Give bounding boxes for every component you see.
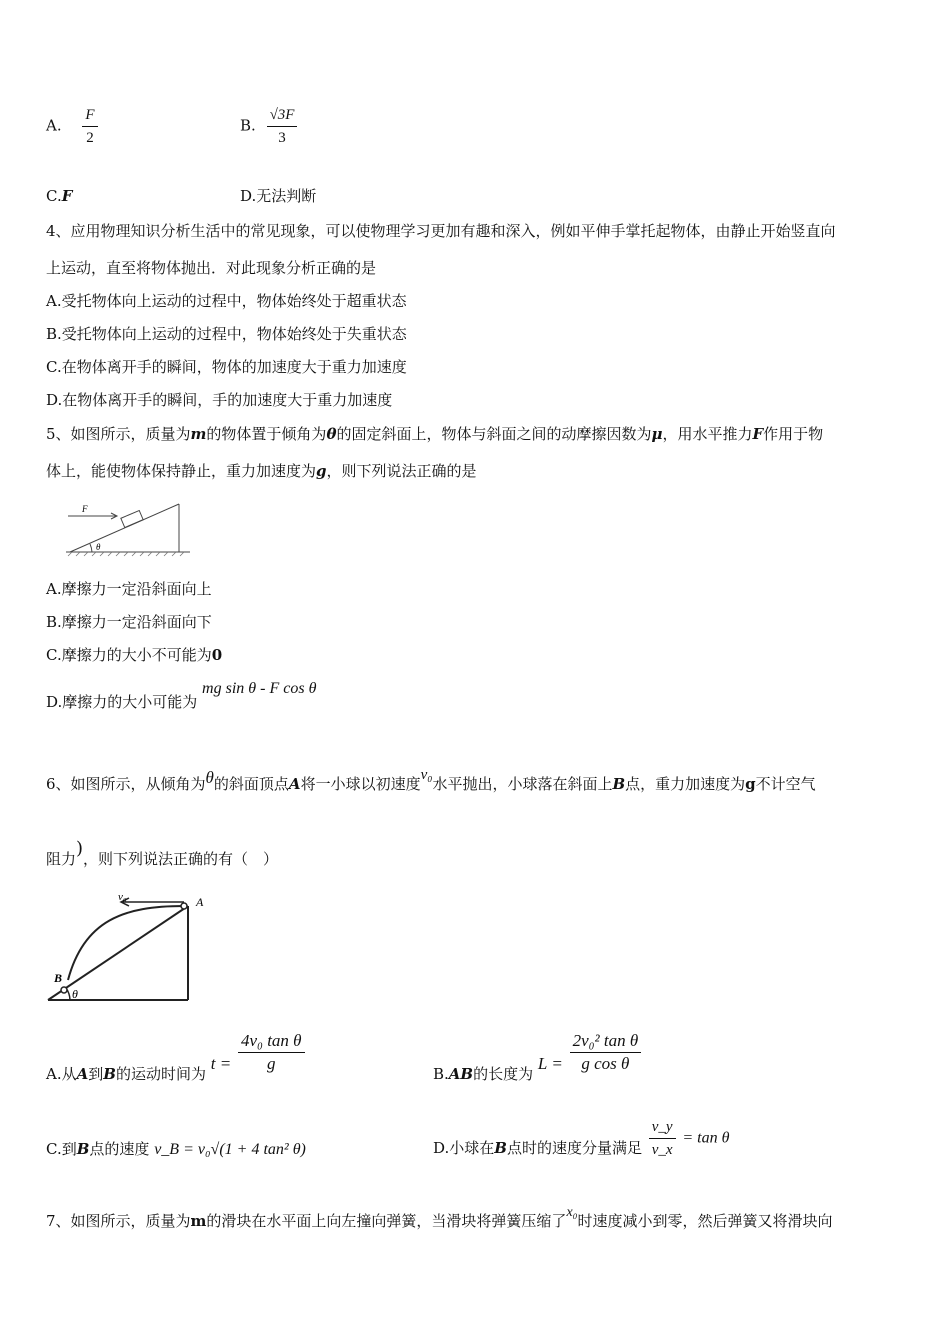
q5-angle-arc [90,544,92,552]
q6-stem-text: 点，重力加速度为 [625,775,746,793]
q5-gravity-symbol: g [316,462,327,480]
q6-fig-A-label: A [196,895,204,909]
q5-stem-text: ，用水平推力 [662,425,753,443]
q3-option-b-denominator: 3 [278,130,286,146]
q6-ball-A [181,903,187,909]
q3-options-ab [46,106,100,147]
q6-option-d-text: D.小球在 [433,1138,495,1157]
q7-stem-text: 的滑块在水平面上向左撞向弹簧，当滑块将弹簧压缩了 [206,1212,567,1230]
q6-option-d-numerator: v_y [649,1118,676,1139]
q6-option-a [46,1031,307,1083]
q7-x0-symbol: x₀ [566,1205,578,1220]
q5-option-d [46,680,317,713]
q6-stem-line2 [46,838,279,869]
q6-option-d-text: 点时的速度分量满足 [506,1138,642,1157]
q5-fig-theta-label: θ [96,542,101,552]
q6-option-b-text: B. [433,1064,449,1083]
q5-theta-symbol: θ [326,425,337,443]
q3-option-a-denominator: 2 [86,130,94,146]
q7-stem-text: 时速度减小到零，然后弹簧又将滑块向 [577,1212,833,1230]
q6-trajectory [68,906,184,980]
q6-stem-line1 [46,767,816,795]
q5-option-c-text: C.摩擦力的大小不可能为 [46,646,212,664]
q6-point-A: A [288,775,301,793]
q5-force-symbol: F [752,425,764,443]
q3-option-b-numerator: √3F [267,106,298,127]
q5-mass-symbol: m [190,425,207,443]
q6-option-b-denominator: g cos θ [581,1054,630,1073]
q6-option-a-A: A [76,1064,89,1083]
q5-stem-text: 体上，能使物体保持静止，重力加速度为 [46,462,317,480]
q6-stem-text: 不计空气 [755,775,816,793]
q6-option-d-fraction [649,1118,676,1159]
q5-block [121,510,143,527]
q6-ball-B [61,987,67,993]
q6-option-a-fraction [238,1032,305,1073]
q6-option-d-rhs: = tan θ [682,1129,730,1147]
q6-option-a-lhs: t = [210,1053,232,1073]
q6-fig-theta-label: θ [72,987,78,1001]
q4-option-d: D.在物体离开手的瞬间，手的加速度大于重力加速度 [46,391,393,409]
q6-stem-text: 将一小球以初速度 [300,775,421,793]
q6-option-d-denominator: v_x [651,1142,673,1158]
q4-option-a: A.受托物体向上运动的过程中，物体始终处于超重状态 [46,292,407,310]
q6-gravity-symbol: g [745,775,756,793]
q6-incline-line [48,906,188,1000]
q7-stem-line1 [46,1205,833,1233]
q6-option-b-numerator: 2v₀² tan θ [570,1032,642,1053]
q4-option-c: C.在物体离开手的瞬间，物体的加速度大于重力加速度 [46,358,407,376]
q6-option-d-B: B [494,1138,507,1157]
q5-stem-line1 [46,424,823,444]
q5-stem-text: 作用于物 [763,425,824,443]
q4-option-b: B.受托物体向上运动的过程中，物体始终处于失重状态 [46,325,407,343]
q5-option-b: B.摩擦力一定沿斜面向下 [46,613,212,631]
q5-option-a: A.摩擦力一定沿斜面向上 [46,580,212,598]
q3-option-a-fraction [82,106,97,147]
q4-stem-line2: 上运动，直至将物体抛出．对此现象分析正确的是 [46,259,377,277]
q4-stem-line1: 4、应用物理知识分析生活中的常见现象，可以使物理学习更加有趣和深入，例如平伸手掌托起物体，由静止开始竖直向 [46,222,836,240]
q6-option-c-B: B [76,1140,90,1158]
q6-stem-text: 的斜面顶点 [213,775,289,793]
q6-fig-v0-label: v₀ [118,891,127,903]
q5-stem-text: 的固定斜面上，物体与斜面之间的动摩擦因数为 [336,425,652,443]
q6-stem-text: 阻力 [46,850,77,868]
q6-point-B: B [612,775,626,793]
q3-option-d: D.无法判断 [240,187,317,205]
q6-v0-symbol: v₀ [420,767,433,783]
q6-option-a-B: B [103,1064,116,1083]
q3-option-c-value: F [61,187,73,205]
q7-mass-symbol: m [190,1212,207,1230]
q6-option-a-text: 的运动时间为 [115,1064,206,1083]
q6-option-c [46,1139,306,1160]
q3-option-a-numerator: F [82,106,97,127]
q6-projectile-figure [44,890,214,1005]
q6-option-a-numerator: 4v₀ tan θ [238,1032,305,1053]
q3-option-b [240,106,299,147]
q3-option-b-label: B. [240,116,256,135]
q3-option-b-fraction [267,106,298,147]
q5-mu-symbol: μ [651,425,663,443]
q6-option-a-text: 到 [88,1064,104,1083]
q5-stem-text: 的物体置于倾角为 [206,425,327,443]
q5-incline-figure [64,500,194,560]
q6-fig-B-label: B [54,971,63,985]
q6-option-b-lhs: L = [537,1053,563,1073]
q6-option-b-AB: AB [448,1064,474,1083]
q6-option-a-denominator: g [267,1054,276,1073]
q5-stem-text: 5、如图所示，质量为 [46,425,191,443]
q6-option-c-text: C.到 [46,1140,77,1158]
q5-fig-F-label: F [82,504,88,514]
q6-option-b-fraction [570,1032,642,1073]
q6-stem-text: 水平抛出，小球落在斜面上 [432,775,613,793]
q3-option-c [46,186,72,206]
q6-theta-symbol: θ [205,768,214,787]
q6-option-d [433,1118,729,1159]
q5-stem-text: ，则下列说法正确的是 [326,462,477,480]
q3-option-a-label: A. [46,116,62,135]
q7-stem-text: 7、如图所示，质量为 [46,1212,191,1230]
q6-option-c-text: 点的速度 [89,1140,150,1158]
q6-option-a-text: A.从 [46,1064,77,1083]
q6-stem-text: ，则下列说法正确的有（ ） [83,850,279,868]
q5-option-d-text: D.摩擦力的大小可能为 [46,693,198,711]
q5-option-d-formula: mg sin θ - F cos θ [202,680,317,697]
q6-option-b [433,1031,643,1083]
q6-stem-text: 6、如图所示，从倾角为 [46,775,206,793]
q5-option-c [46,645,222,665]
q5-option-c-zero: 0 [211,646,223,664]
q6-option-c-formula: v_B = v₀√(1 + 4 tan² θ) [154,1141,306,1158]
q5-stem-line2 [46,461,477,481]
q3-option-c-label: C. [46,187,62,205]
q6-stem-paren: ) [76,838,84,859]
q6-option-b-text: 的长度为 [473,1064,534,1083]
